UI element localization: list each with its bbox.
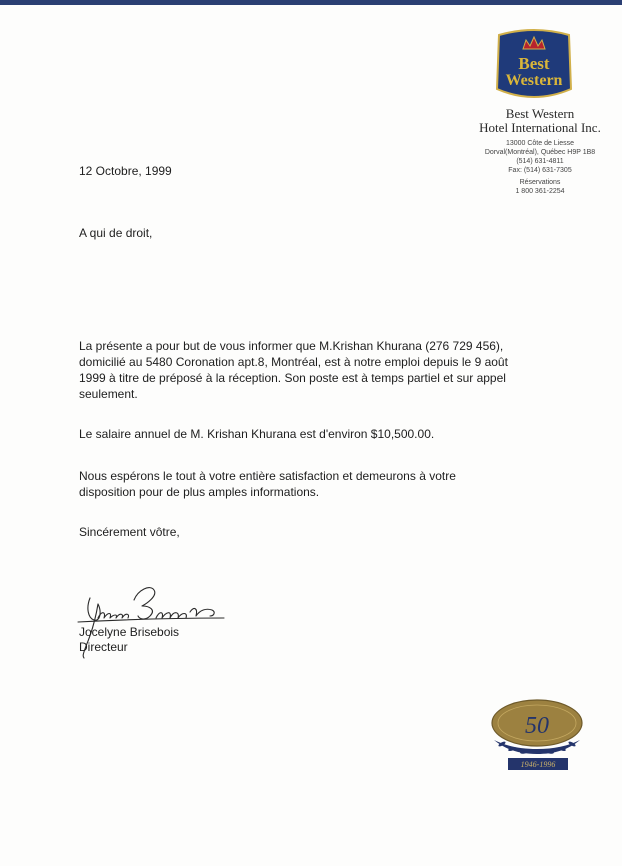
paragraph-line: disposition pour de plus amples informations. [79, 485, 320, 499]
paragraph-line: La présente a pour but de vous informer que M.Krishan Khurana (276 729 456), [79, 339, 504, 353]
paragraph-line: 1999 à titre de préposé à la réception. Son poste est à temps partiel et sur appel [79, 371, 506, 385]
paragraph-line: domicilié au 5480 Coronation apt.8, Montréal, est à notre emploi depuis le 9 août [79, 355, 508, 369]
logo-word-western: Western [505, 72, 563, 89]
reservations-phone: 1 800 361-2254 [515, 188, 565, 195]
seal-years: 1946-1996 [520, 760, 556, 769]
signatory-title: Directeur [79, 640, 128, 654]
company-name-line2: Hotel International Inc. [479, 120, 601, 135]
seal-number: 50 [525, 713, 549, 739]
address-line2: Dorval(Montréal), Québec H9P 1B8 [484, 149, 596, 156]
paragraph-employment [79, 338, 508, 402]
reservations-label: Réservations [519, 179, 561, 186]
logo-word-best: Best [518, 54, 550, 73]
anniversary-seal [488, 698, 588, 772]
letter-date: 12 Octobre, 1999 [79, 164, 172, 178]
paragraph-line: seulement. [79, 387, 138, 401]
salutation: A qui de droit, [79, 226, 153, 240]
phone-number: (514) 631-4811 [516, 158, 564, 165]
fax-number: Fax: (514) 631-7305 [508, 167, 572, 174]
closing-phrase: Sincérement vôtre, [79, 525, 180, 539]
signatory-name: Jocelyne Brisebois [79, 625, 180, 639]
company-name-line1: Best Western [505, 106, 575, 121]
letterhead-block [468, 107, 612, 196]
address-line1: 13000 Côte de Liesse [505, 140, 575, 147]
paragraph-closing-remarks [79, 468, 456, 500]
best-western-logo [493, 27, 575, 103]
paragraph-line: Nous espérons le tout à votre entière satisfaction et demeurons à votre [79, 469, 456, 483]
paragraph-salary: Le salaire annuel de M. Krishan Khurana est d'environ $10,500.00. [79, 427, 435, 441]
